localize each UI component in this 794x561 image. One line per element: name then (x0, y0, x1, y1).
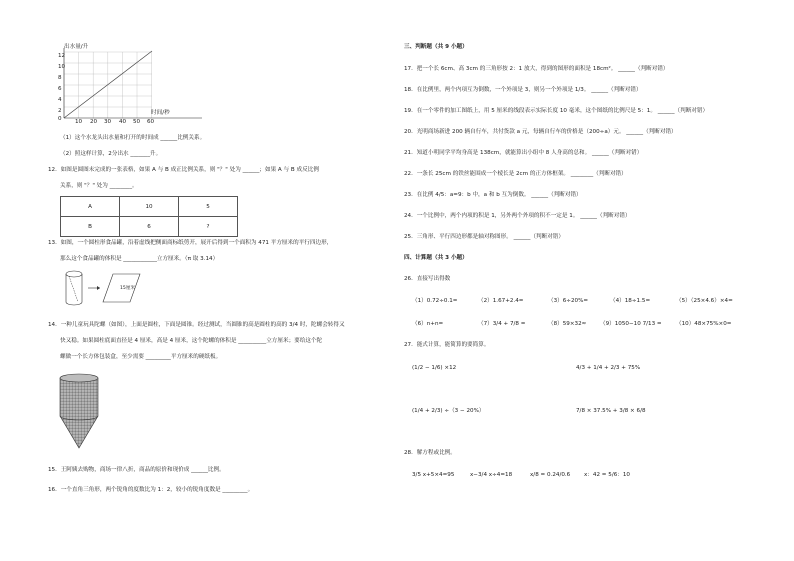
spinning-top-figure (58, 372, 100, 452)
question-11-2: （2）照这样计算，2分出水 _______升。 (60, 151, 162, 157)
expression-2: 4/3 + 1/4 + 2/3 + 75% (576, 365, 641, 371)
expression-1: (1/2 − 1/6) ×12 (412, 365, 457, 371)
question-15: 15．王阿姨去购物，商场一律八折，商品的原价和现价成 ______比例。 (48, 467, 225, 473)
question-28: 28．解方程或比例。 (404, 450, 456, 456)
calc-item: （1）0.72÷0.1= (412, 298, 458, 304)
graph-xtick: 30 (104, 119, 112, 125)
question-14-line2: 快又稳。如果圆柱底面直径是 4 厘米，高是 4 厘米，这个陀螺的体积是 __________立方厘米；要给这个陀 (60, 338, 323, 344)
calc-item: （10）48×75%×0= (676, 321, 732, 327)
question-14-line3: 螺做一个长方体包装盒，至少需要 _________平方厘米的硬纸板。 (60, 354, 222, 360)
question-26: 26．直接写出得数 (404, 276, 451, 282)
line-graph (52, 44, 212, 126)
calc-item: （4）18÷1.5= (610, 298, 651, 304)
graph-xtick: 20 (90, 119, 98, 125)
expression-3: (1/4 + 2/3) ÷（3 − 20%） (412, 408, 485, 414)
question-14-line1: 14．一种儿童玩具陀螺（如图），上面是圆柱，下面是圆锥。经过测试，当圆锥的高是圆柱的高的 3/4 时，陀螺会转得又 (48, 322, 345, 328)
table-cell: A (61, 197, 120, 217)
graph-ytick: 8 (58, 75, 62, 81)
question-23: 23．在比例 4/5：a=9：b 中，a 和 b 互为倒数。 ______（判断对错） (404, 192, 582, 198)
calc-item: （9）1050−10 7/13 = (600, 321, 662, 327)
table-cell: B (61, 217, 120, 237)
question-12-line2: 关系，则 "？" 处为 ________。 (60, 183, 138, 189)
table-cell: 5 (179, 197, 238, 217)
question-13-line2: 那么这个食品罐的体积是 ____________立方厘米。（π 取 3.14） (60, 256, 219, 262)
question-18: 18．在比例里，两个内项互为倒数，一个外项是 3，则另一个外项是 1/3。 ______（判断对错） (404, 87, 642, 93)
graph-ytick: 4 (58, 97, 62, 103)
graph-xlabel: 时间/秒 (151, 110, 170, 116)
question-21: 21．知道小明同学平均身高是 138cm，就能算出小组中 8 人身高的总和。 ______（判断对错） (404, 150, 643, 156)
ratio-table (60, 196, 238, 237)
section-4-heading: 四、计算题（共 3 小题） (404, 255, 468, 261)
calc-item: （6）n+n= (412, 321, 444, 327)
calc-item: （5）（25×4.6）×4= (676, 298, 733, 304)
graph-ytick: 6 (58, 86, 62, 92)
question-24: 24．一个比例中，两个内项的积是 1，另外两个外项的积不一定是 1。 ______（判断对错） (404, 213, 631, 219)
equation: x：42 = 5/6：10 (584, 472, 630, 478)
graph-ytick: 2 (58, 108, 62, 114)
graph-ylabel: 出水量/升 (64, 44, 89, 50)
graph-xtick: 50 (133, 119, 141, 125)
question-12-line1: 12．如图是圆图未完成的一张表格，如果 A 与 B 成正比例关系，则 "？" 处为 ______；如果 A 与 B 成反比例 (48, 167, 319, 173)
graph-xtick: 60 (147, 119, 155, 125)
calc-item: （7）3/4 + 7/8 = (478, 321, 526, 327)
calc-item: （3）6÷20%= (548, 298, 589, 304)
equation: x/8 = 0.24/0.6 (530, 472, 571, 478)
cylinder-and-parallelogram-figure (58, 268, 168, 308)
graph-ytick: 10 (58, 64, 66, 70)
graph-xtick: 40 (119, 119, 127, 125)
question-19: 19．在一个零件的加工图纸上，用 5 厘米的线段表示实际长度 10 毫米，这个图纸的比例尺是 5：1。 ______（判断对错） (404, 108, 709, 114)
question-17: 17．把一个长 6cm、高 3cm 的三角形按 2：1 放大，得到的图形的面积是 18cm²。 ______（判断对错） (404, 66, 669, 72)
expression-4: 7/8 × 37.5% + 3/8 × 6/8 (576, 408, 646, 414)
table-row (61, 197, 238, 217)
table-cell: ? (179, 217, 238, 237)
question-16: 16．一个直角三角形，两个锐角的度数比为 1：2，较小的锐角度数是 _________。 (48, 487, 254, 493)
equation: 3/5 x+5×4=95 (412, 472, 455, 478)
table-cell: 10 (120, 197, 179, 217)
equation: x−3/4 x÷4=18 (470, 472, 513, 478)
table-cell: 6 (120, 217, 179, 237)
calc-item: （8）59×32≈ (548, 321, 587, 327)
question-13-line1: 13．如图，一个圆柱形食品罐，沿着虚线把侧面商标纸剪开，展开后得到一个面积为 471 平方厘米的平行四边形， (48, 240, 333, 246)
question-25: 25．三角形、平行四边形都是轴对称图形。 ______（判断对错） (404, 234, 564, 240)
question-11-1: （1）这个水龙头出水量和打开的时间成 ______比例关系。 (60, 135, 206, 141)
graph-ytick: 12 (58, 53, 66, 59)
table-row (61, 217, 238, 237)
question-22: 22．一条长 25cm 的铁丝能围成一个棱长是 2cm 的正方体框架。 ________（判断对错） (404, 171, 627, 177)
graph-ytick: 0 (58, 116, 62, 122)
figure-height-label: 15厘米 (120, 286, 136, 291)
graph-xtick: 10 (75, 119, 83, 125)
question-27: 27．能式计算，能简算的要简算。 (404, 342, 490, 348)
section-3-heading: 三、判断题（共 9 小题） (404, 44, 468, 50)
question-20: 20．光明商场新进 200 辆自行车，共付货款 a 元，每辆自行车的价格是（200÷a）元。 ______（判断对错） (404, 129, 677, 135)
calc-item: （2）1.67+2.4= (478, 298, 524, 304)
